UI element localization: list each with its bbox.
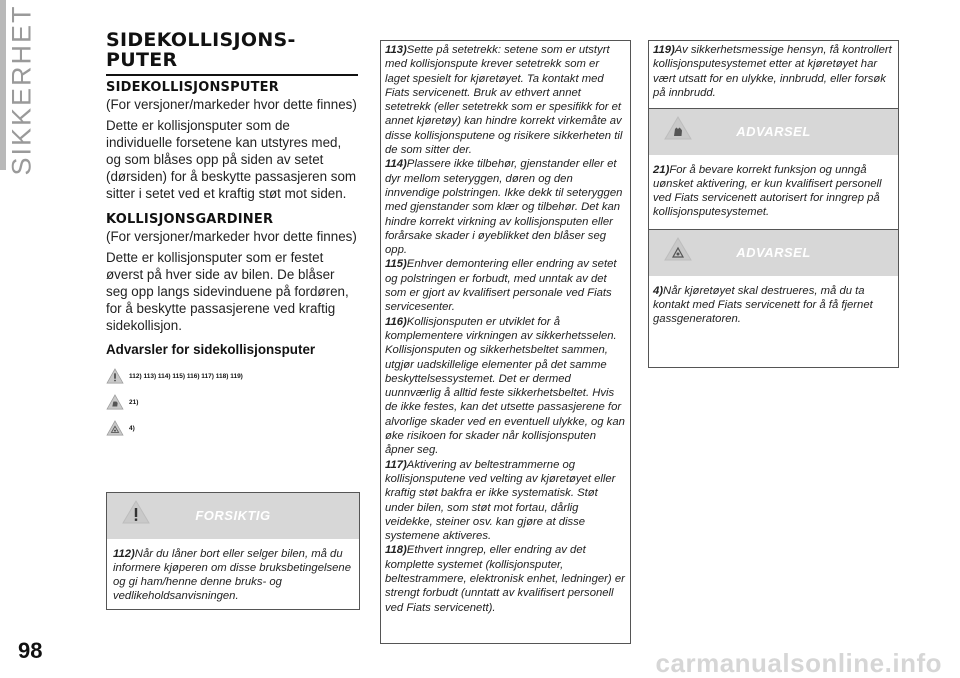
section-heading-curtain-airbags: KOLLISJONSGARDINER <box>106 212 274 227</box>
note-number: 21) <box>653 164 670 177</box>
note-number: 113) <box>385 44 407 56</box>
title-rule <box>106 74 358 76</box>
note-number: 116) <box>385 315 407 328</box>
page-title <box>106 30 358 70</box>
note-text: Når kjøretøyet skal destrueres, må du ta kontakt med Fiats servicenett for å få fjernet gassgeneratoren. <box>653 285 873 326</box>
warning-callout-header <box>649 229 898 276</box>
side-tab-label-wrap <box>0 0 44 176</box>
note-text: Ethvert inngrep, eller endring av det komplette systemet (kollisjonsputer, beltestrammere, elektronisk enhet, ledninger) er strengt forbudt (unntatt av kvalifisert personell ved Fiats servicenett). <box>385 544 625 614</box>
note-text: For å bevare korrekt funksjon og unngå uønsket aktivering, er kun kvalifisert personell ved Fiats servicenett autorisert for inngrep på kollisjonsputesystemet. <box>653 164 882 219</box>
warnings-heading: Advarsler for sidekollisjonsputer <box>106 342 316 357</box>
warning-callout-body <box>649 155 898 229</box>
reference-row <box>106 415 358 441</box>
source-watermark: carmanualsonline.info <box>655 648 942 678</box>
note-number: 119) <box>653 44 675 56</box>
warning-callout-body <box>649 276 898 336</box>
note-text: Plassere ikke tilbehør, gjenstander eller et dyr mellom seteryggen, døren og den innvendige polstringen. Ikke dekk til seteryggen med gjenstander som klær og tilbehør. Det kan hindre korrekt virkning av kollisjonsputen eller forårsake skader i øyeblikket den blåser seg opp. <box>385 158 623 257</box>
reference-numbers: 21) <box>129 398 139 406</box>
reference-row <box>106 389 358 415</box>
reference-numbers: 4) <box>129 424 135 432</box>
callout-body <box>107 539 359 609</box>
callout-title: ADVARSEL <box>736 245 811 261</box>
side-tab-label: SIKKERHET <box>6 4 37 176</box>
section-heading-side-airbags: SIDEKOLLISJONSPUTER <box>106 80 279 95</box>
page-title-line1: SIDEKOLLISJONS- <box>106 29 296 51</box>
note-item <box>385 315 626 458</box>
note-item <box>385 458 626 544</box>
page-number: 98 <box>18 638 43 663</box>
callout-title: FORSIKTIG <box>195 508 271 523</box>
reference-row <box>106 363 358 389</box>
note-text: Kollisjonsputen er utviklet for å komplementere virkningen av sikkerhetsselen. Kollisjonsputen og sikkerhetsbeltet sammen, utgjør uadskillelige elementer på det samme beskyttelsessystemet. Det er dermed uunnværlig å alltid feste sikkerhetsbeltet. Hvis de ikke festes, kan det utsette passasjerene for alvorlige skader ved en eventuell ulykke, og kan øke risikoen for skader når kollisjonsputen åpner seg. <box>385 315 625 457</box>
section-description: Dette er kollisjonsputer som er festet øverst på hver side av bilen. De blåser seg opp langs sidevinduene på fordøren, for å beskytte passasjerene ved kraftig sidekollisjon. <box>106 250 349 333</box>
note-number: 112) <box>113 548 135 560</box>
hand-warning-icon <box>106 394 124 410</box>
warning-callout-header <box>649 108 898 155</box>
note-item <box>649 41 898 108</box>
note-item <box>385 257 626 314</box>
note-number: 117) <box>385 458 407 471</box>
note-text: Av sikkerhetsmessige hensyn, få kontrollert kollisjonsputesystemet etter at kjøretøyet har vært utsatt for en ulykke, innbrudd, eller forsøk på innbrudd. <box>653 44 892 99</box>
callout-title: ADVARSEL <box>736 124 811 140</box>
note-number: 4) <box>653 285 664 298</box>
section-description: Dette er kollisjonsputer som de individuelle forsetene kan utstyres med, og som blåses opp på siden av setet (dørsiden) for å beskytte passasjeren som sitter i setet ved et kraftig støt mot siden. <box>106 118 357 201</box>
section-availability-note: (For versjoner/markeder hvor dette finnes) <box>106 97 357 112</box>
page-title-line2: PUTER <box>106 49 178 71</box>
section-side-tab <box>0 0 44 678</box>
note-text: Sette på setetrekk: setene som er utstyrt med kollisjonspute krever setetrekk som er laget spesielt for kjøretøyet. Ta kontakt med Fiats servicenett. Bruk av ethvert annet setetrekk (eller setetrekk som er spesifikk for et annet kjøretøy) kan hindre korrekt virkemåte av disse kollisjonsputene og risikere sikkerheten til de som sitter der. <box>385 44 623 157</box>
column-1 <box>106 29 358 602</box>
note-text: Aktivering av beltestrammerne og kollisjonsputene ved velting av kjøretøyet eller kraftig støt bakfra er ikke systematisk. Støt under bilen, som støt mot fortau, dårlig veidekke, steiner osv. kan gjøre at disse systemene aktiveres. <box>385 458 616 543</box>
environment-warning-icon <box>106 420 124 436</box>
note-item <box>385 43 626 157</box>
caution-callout <box>106 492 360 610</box>
note-text: Enhver demontering eller endring av setet og polstringen er forbudt, med unntak av det som er gjort av kvalifisert personale ved Fiats servicesenter. <box>385 258 617 314</box>
note-number: 114) <box>385 158 407 171</box>
note-item <box>385 157 626 257</box>
note-number: 118) <box>385 544 407 557</box>
callout-header <box>107 493 359 539</box>
note-item <box>385 543 626 614</box>
section-availability-note: (For versjoner/markeder hvor dette finnes) <box>106 229 357 244</box>
column-3 <box>648 40 899 368</box>
reference-numbers: 112) 113) 114) 115) 116) 117) 118) 119) <box>129 372 243 380</box>
warning-triangle-icon <box>106 368 124 384</box>
note-text: Når du låner bort eller selger bilen, må du informere kjøperen om disse bruksbetingelsene og gi ham/henne denne bruks- og vedlikeholdsanvisningen. <box>113 548 351 602</box>
column-2-notes <box>380 40 631 644</box>
note-number: 115) <box>385 258 407 271</box>
